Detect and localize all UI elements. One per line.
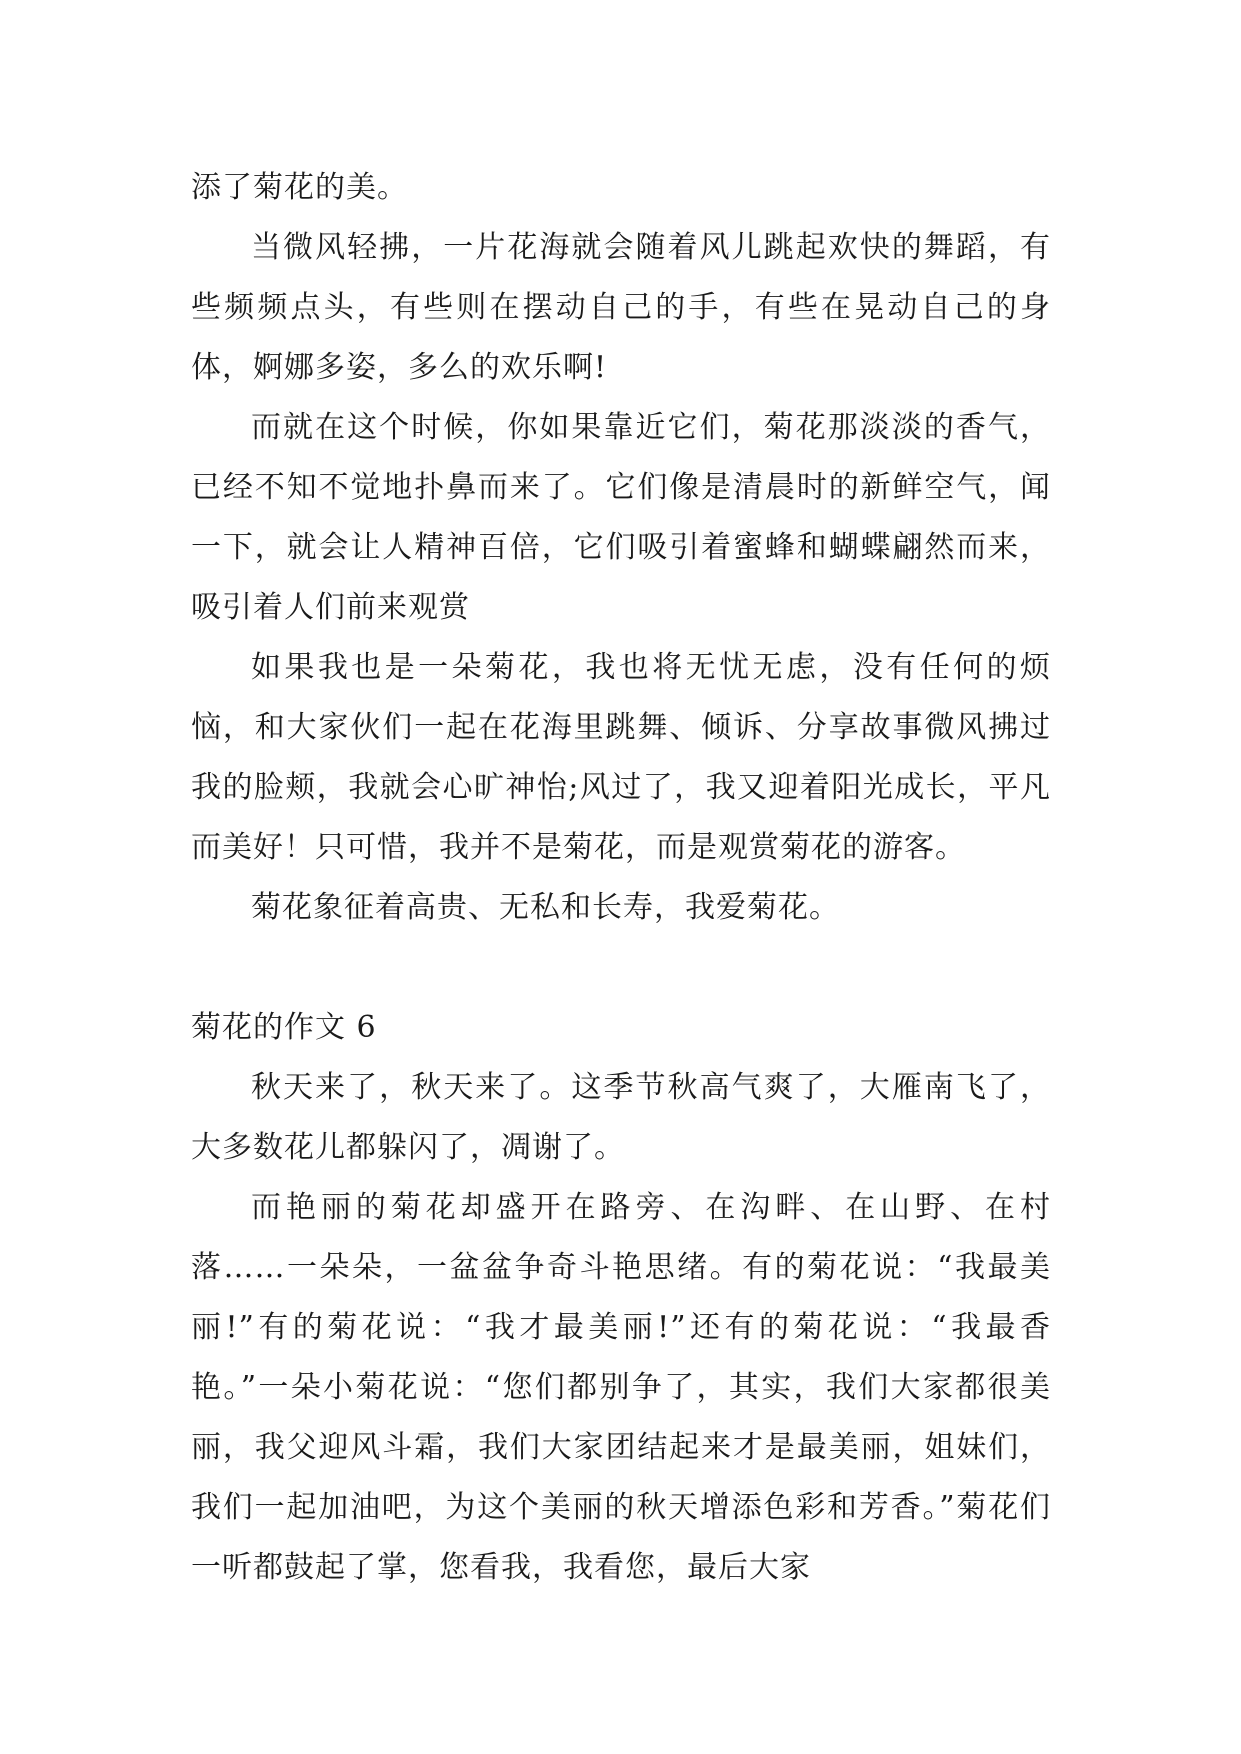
paragraph: 添了菊花的美。 bbox=[191, 170, 408, 205]
section-title: 菊花的作文 6 bbox=[191, 1010, 377, 1045]
paragraph: 而就在这个时候，你如果靠近它们，菊花那淡淡的香气，已经不知不觉地扑鼻而来了。它们像是清晨时的新鲜空气，闻一下，就会让人精神百倍，它们吸引着蜜蜂和蝴蝶翩然而来，吸引着人们前来观赏 bbox=[191, 410, 1051, 625]
paragraph: 菊花象征着高贵、无私和长寿，我爱菊花。 bbox=[251, 890, 840, 925]
paragraph: 如果我也是一朵菊花，我也将无忧无虑，没有任何的烦恼，和大家伙们一起在花海里跳舞、倾诉、分享故事微风拂过我的脸颊，我就会心旷神怡;风过了，我又迎着阳光成长，平凡而美好！只可惜，我并不是菊花，而是观赏菊花的游客。 bbox=[191, 650, 1051, 865]
paragraph: 当微风轻拂，一片花海就会随着风儿跳起欢快的舞蹈，有些频频点头，有些则在摆动自己的手，有些在晃动自己的身体，婀娜多姿，多么的欢乐啊! bbox=[191, 230, 1051, 385]
paragraph: 而艳丽的菊花却盛开在路旁、在沟畔、在山野、在村落……一朵朵，一盆盆争奇斗艳思绪。有的菊花说：“我最美丽!”有的菊花说：“我才最美丽!”还有的菊花说：“我最香艳。”一朵小菊花说：“您们都别争了，其实，我们大家都很美丽，我父迎风斗霜，我们大家团结起来才是最美丽，姐妹们，我们一起加油吧，为这个美丽的秋天增添色彩和芳香。”菊花们一听都鼓起了掌，您看我，我看您，最后大家 bbox=[191, 1190, 1051, 1585]
document-body bbox=[191, 158, 1051, 1598]
paragraph: 秋天来了，秋天来了。这季节秋高气爽了，大雁南飞了，大多数花儿都躲闪了，凋谢了。 bbox=[191, 1070, 1051, 1165]
